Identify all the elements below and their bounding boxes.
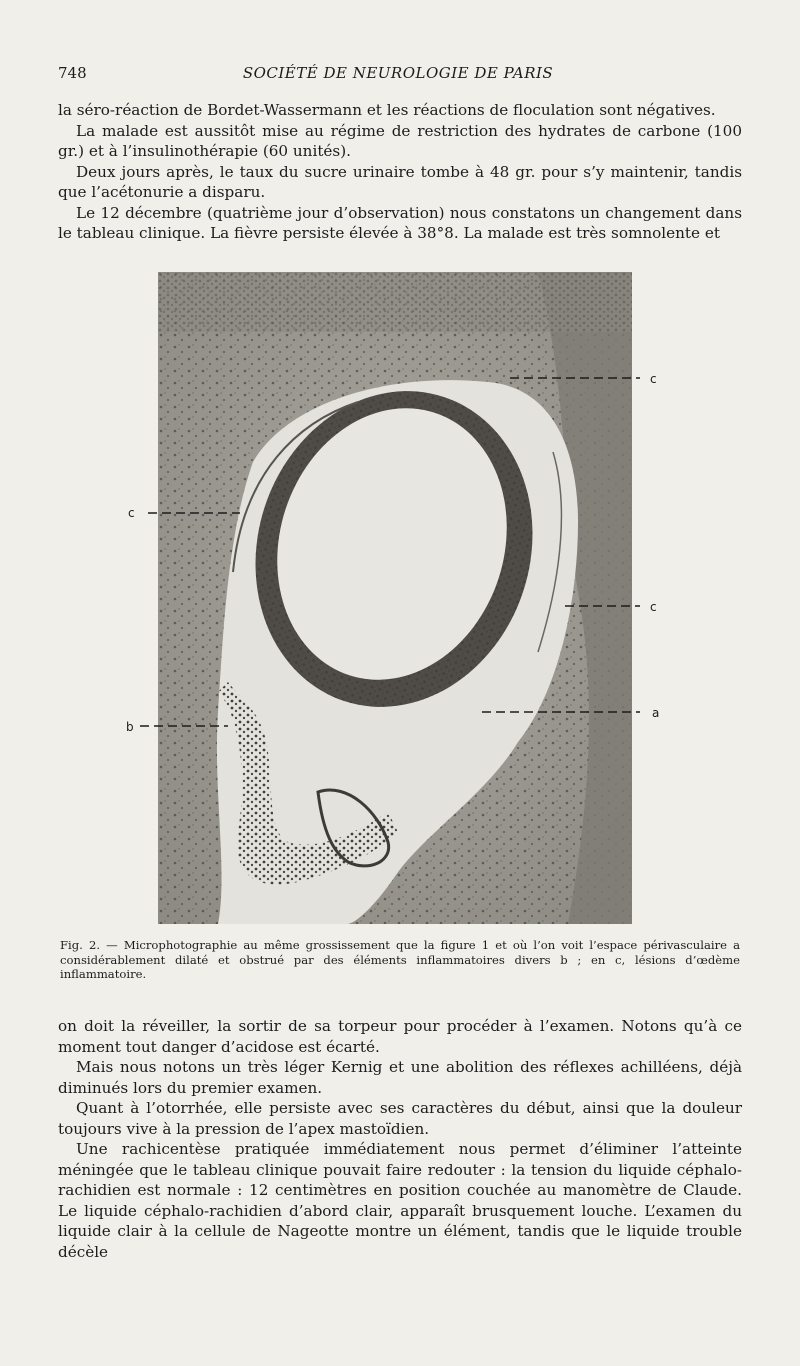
figure-label-b: b bbox=[126, 720, 134, 734]
body-text-top bbox=[58, 100, 742, 244]
figure-label-a: a bbox=[652, 706, 660, 720]
paragraph: Le 12 décembre (quatrième jour d’observation) nous constatons un changement dans le tableau clinique. La fièvre persiste élevée à 38°8. La malade est très somnolente et bbox=[58, 203, 742, 242]
figure-caption: Fig. 2. — Microphotographie au même grossissement que la figure 1 et où l’on voit l’espace périvasculaire a considérablement dilaté et obstrué par des éléments inflammatoires divers b ; en c, lésions d’œdème inflammatoire. bbox=[60, 938, 740, 981]
paragraph: Mais nous notons un très léger Kernig et une abolition des réflexes achilléens, déjà diminués lors du premier examen. bbox=[58, 1058, 742, 1097]
figure-label-c: c bbox=[650, 372, 657, 386]
figure-label-c: c bbox=[128, 506, 135, 520]
figure-label-c: c bbox=[650, 600, 657, 614]
paragraph: Quant à l’otorrhée, elle persiste avec ses caractères du début, ainsi que la douleur toujours vive à la pression de l’apex mastoïdien. bbox=[58, 1099, 742, 1138]
body-text-bottom bbox=[58, 1016, 742, 1262]
paragraph: La malade est aussitôt mise au régime de restriction des hydrates de carbone (100 gr.) et à l’insulinothérapie (60 unités). bbox=[58, 121, 742, 160]
micrograph-image bbox=[158, 272, 632, 924]
micrograph-figure bbox=[158, 272, 632, 924]
paragraph: Deux jours après, le taux du sucre urinaire tombe à 48 gr. pour s’y maintenir, tandis que l’acétonurie a disparu. bbox=[58, 162, 742, 201]
paragraph: la séro-réaction de Bordet-Wassermann et les réactions de floculation sont négatives. bbox=[58, 101, 716, 119]
running-title: SOCIÉTÉ DE NEUROLOGIE DE PARIS bbox=[242, 64, 554, 82]
paragraph: on doit la réveiller, la sortir de sa torpeur pour procéder à l’examen. Notons qu’à ce moment tout danger d’acidose est écarté. bbox=[58, 1017, 742, 1056]
page-header bbox=[58, 64, 738, 86]
paragraph: Une rachicentèse pratiquée immédiatement nous permet d’éliminer l’atteinte méningée que le tableau clinique pouvait faire redouter : la tension du liquide céphalo-rachidien est normale : 12 centimètres en position couchée au manomètre de Claude. Le liquide céphalo-rachidien d’abord clair, apparaît brusquement louche. L’examen du liquide clair à la cellule de Nageotte montre un élément, tandis que le liquide trouble décèle bbox=[58, 1140, 742, 1261]
page-number: 748 bbox=[58, 64, 87, 82]
